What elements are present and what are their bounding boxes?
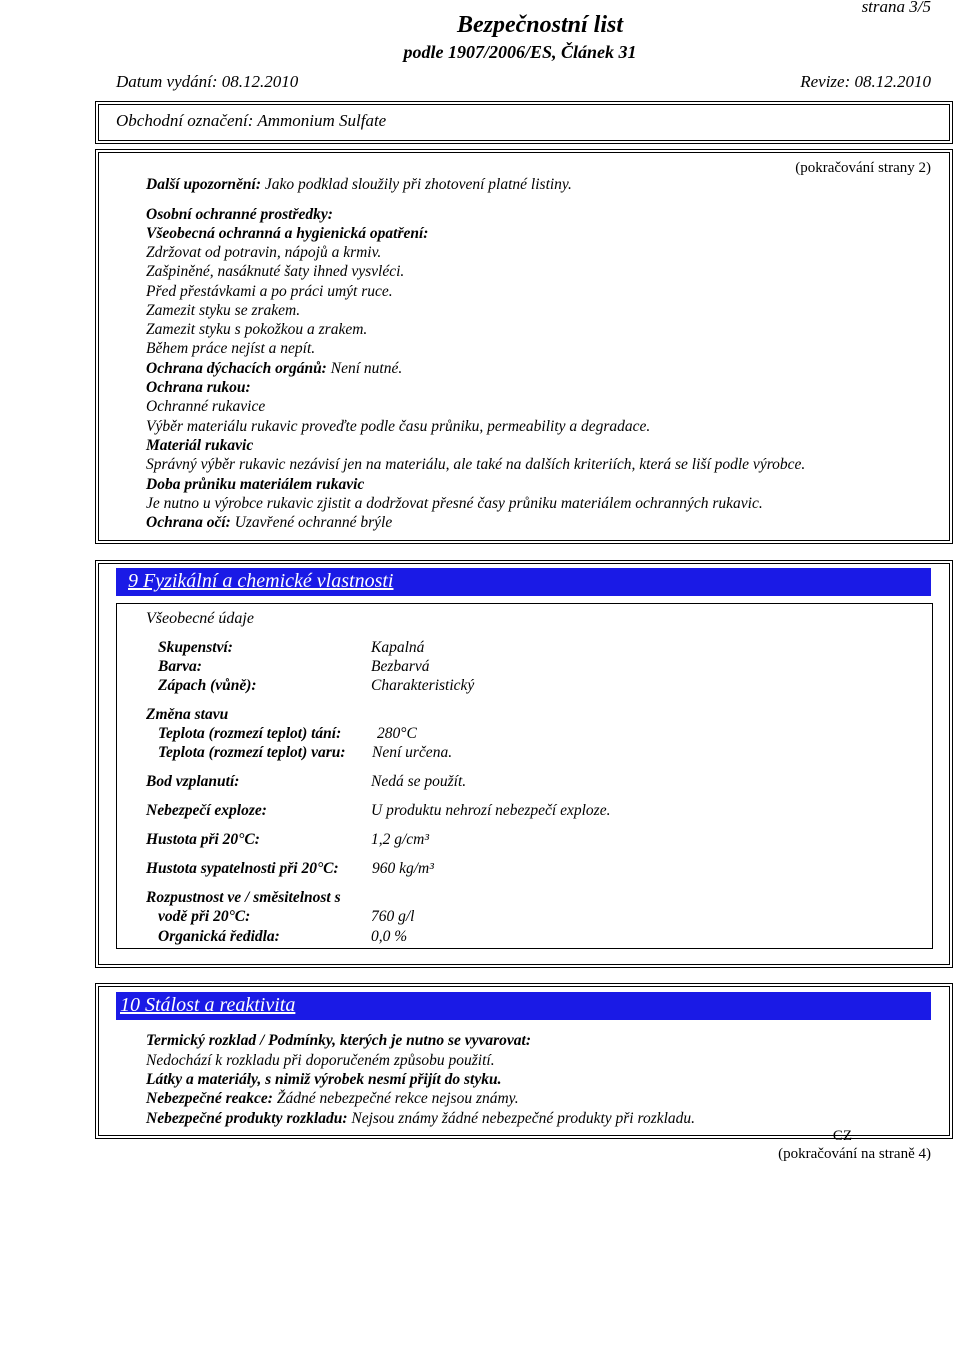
flash-point-value: Nedá se použít. [371,773,467,790]
general-info-heading: Všeobecné údaje [146,610,254,627]
eye-protection [146,514,392,532]
respiratory-value: Není nutné. [330,360,403,377]
further-notes-text: Jako podklad sloužily při zhotovení platné listiny. [264,176,572,193]
eye-protection-label: Ochrana očí: [146,514,231,531]
solubility-label: Rozpustnost ve / směsitelnost s [146,889,341,906]
density-value: 1,2 g/cm³ [371,831,430,848]
penetration-time-label: Doba průniku materiálem rukavic [146,476,365,493]
hygiene-item: Během práce nejíst a nepít. [146,340,316,357]
flash-point-label: Bod vzplanutí: [146,773,240,790]
glove-material-label: Materiál rukavic [146,437,254,454]
form-label: Skupenství: [158,639,233,656]
hygiene-item: Zdržovat od potravin, nápojů a krmiv. [146,244,382,261]
melting-point-label: Teplota (rozmezí teplot) tání: [158,725,342,742]
colour-value: Bezbarvá [371,658,430,675]
decomposition-products-label: Nebezpečné produkty rozkladu: [146,1110,348,1127]
incompatible-materials-label: Látky a materiály, s nimiž výrobek nesmí přijít do styku. [146,1071,502,1088]
bulk-density-value: 960 kg/m³ [372,860,434,877]
state-change-heading: Změna stavu [146,706,229,723]
decomposition-label: Termický rozklad / Podmínky, kterých je nutno se vyvarovat: [146,1032,532,1049]
continuation-to: (pokračování na straně 4) [778,1146,931,1162]
glove-material-text: Správný výběr rukavic nezávisí jen na materiálu, ale také na dalších kriteriích, která se liší podle výrobce. [146,456,806,473]
dangerous-reactions [146,1090,519,1108]
boiling-point-label: Teplota (rozmezí teplot) varu: [158,744,346,761]
organic-solvents-label: Organická ředidla: [158,928,280,945]
trade-name: Obchodní označení: Ammonium Sulfate [116,111,387,130]
further-notes-label: Další upozornění: [146,176,261,193]
explosion-hazard-value: U produktu nehrozí nebezpečí exploze. [371,802,611,819]
document-subtitle: podle 1907/2006/ES, Článek 31 [403,42,637,62]
hygiene-item: Zamezit styku s pokožkou a zrakem. [146,321,368,338]
decomposition-text: Nedochází k rozkladu při doporučeném způsobu použití. [146,1052,495,1069]
odour-value: Charakteristický [371,677,475,694]
hygiene-item: Zamezit styku se zrakem. [146,302,301,319]
decomposition-products [146,1110,695,1128]
continuation-from: (pokračování strany 2) [795,160,931,176]
dangerous-reactions-label: Nebezpečné reakce: [146,1090,273,1107]
hand-protection-label: Ochrana rukou: [146,379,251,396]
boiling-point-value: Není určena. [372,744,453,761]
document-title: Bezpečnostní list [456,12,624,38]
section-9-heading [116,568,931,596]
hygiene-heading: Všeobecná ochranná a hygienická opatření: [146,225,429,242]
dangerous-reactions-value: Žádné nebezpečné rekce nejsou známy. [276,1090,519,1107]
organic-solvents-value: 0,0 % [371,928,408,945]
respiratory-label: Ochrana dýchacích orgánů: [146,360,327,377]
density-label: Hustota při 20°C: [146,831,260,848]
hand-protection-line: Ochranné rukavice [146,398,266,415]
colour-label: Barva: [158,658,202,675]
eye-protection-value: Uzavřené ochranné brýle [234,514,393,531]
page-number: strana 3/5 [861,0,931,16]
water-solubility-label: vodě při 20°C: [158,908,251,925]
issue-date: Datum vydání: 08.12.2010 [116,72,299,91]
respiratory-protection [146,360,402,378]
revision-date: Revize: 08.12.2010 [800,72,931,91]
hand-protection-line: Výběr materiálu rukavic proveďte podle času průniku, permeability a degradace. [146,418,651,435]
odour-label: Zápach (vůně): [158,677,257,694]
language-code: CZ [832,1128,852,1144]
hygiene-item: Před přestávkami a po práci umýt ruce. [146,283,393,300]
penetration-time-text: Je nutno u výrobce rukavic zjistit a dodržovat přesné časy průniku materiálem ochranných rukavic. [146,495,763,512]
ppe-heading: Osobní ochranné prostředky: [146,206,333,223]
decomposition-products-value: Nejsou známy žádné nebezpečné produkty při rozkladu. [351,1110,696,1127]
melting-point-value: 280°C [377,725,417,742]
further-notes [146,176,572,194]
bulk-density-label: Hustota sypatelnosti při 20°C: [146,860,339,877]
section-10-title: 10 Stálost a reaktivita [120,994,296,1016]
hygiene-item: Zašpiněné, nasáknuté šaty ihned vysvléci. [146,263,405,280]
water-solubility-value: 760 g/l [371,908,415,925]
form-value: Kapalná [371,639,425,656]
section-10-heading [116,992,931,1020]
section-9-title: 9 Fyzikální a chemické vlastnosti [128,570,394,592]
explosion-hazard-label: Nebezpečí exploze: [146,802,267,819]
